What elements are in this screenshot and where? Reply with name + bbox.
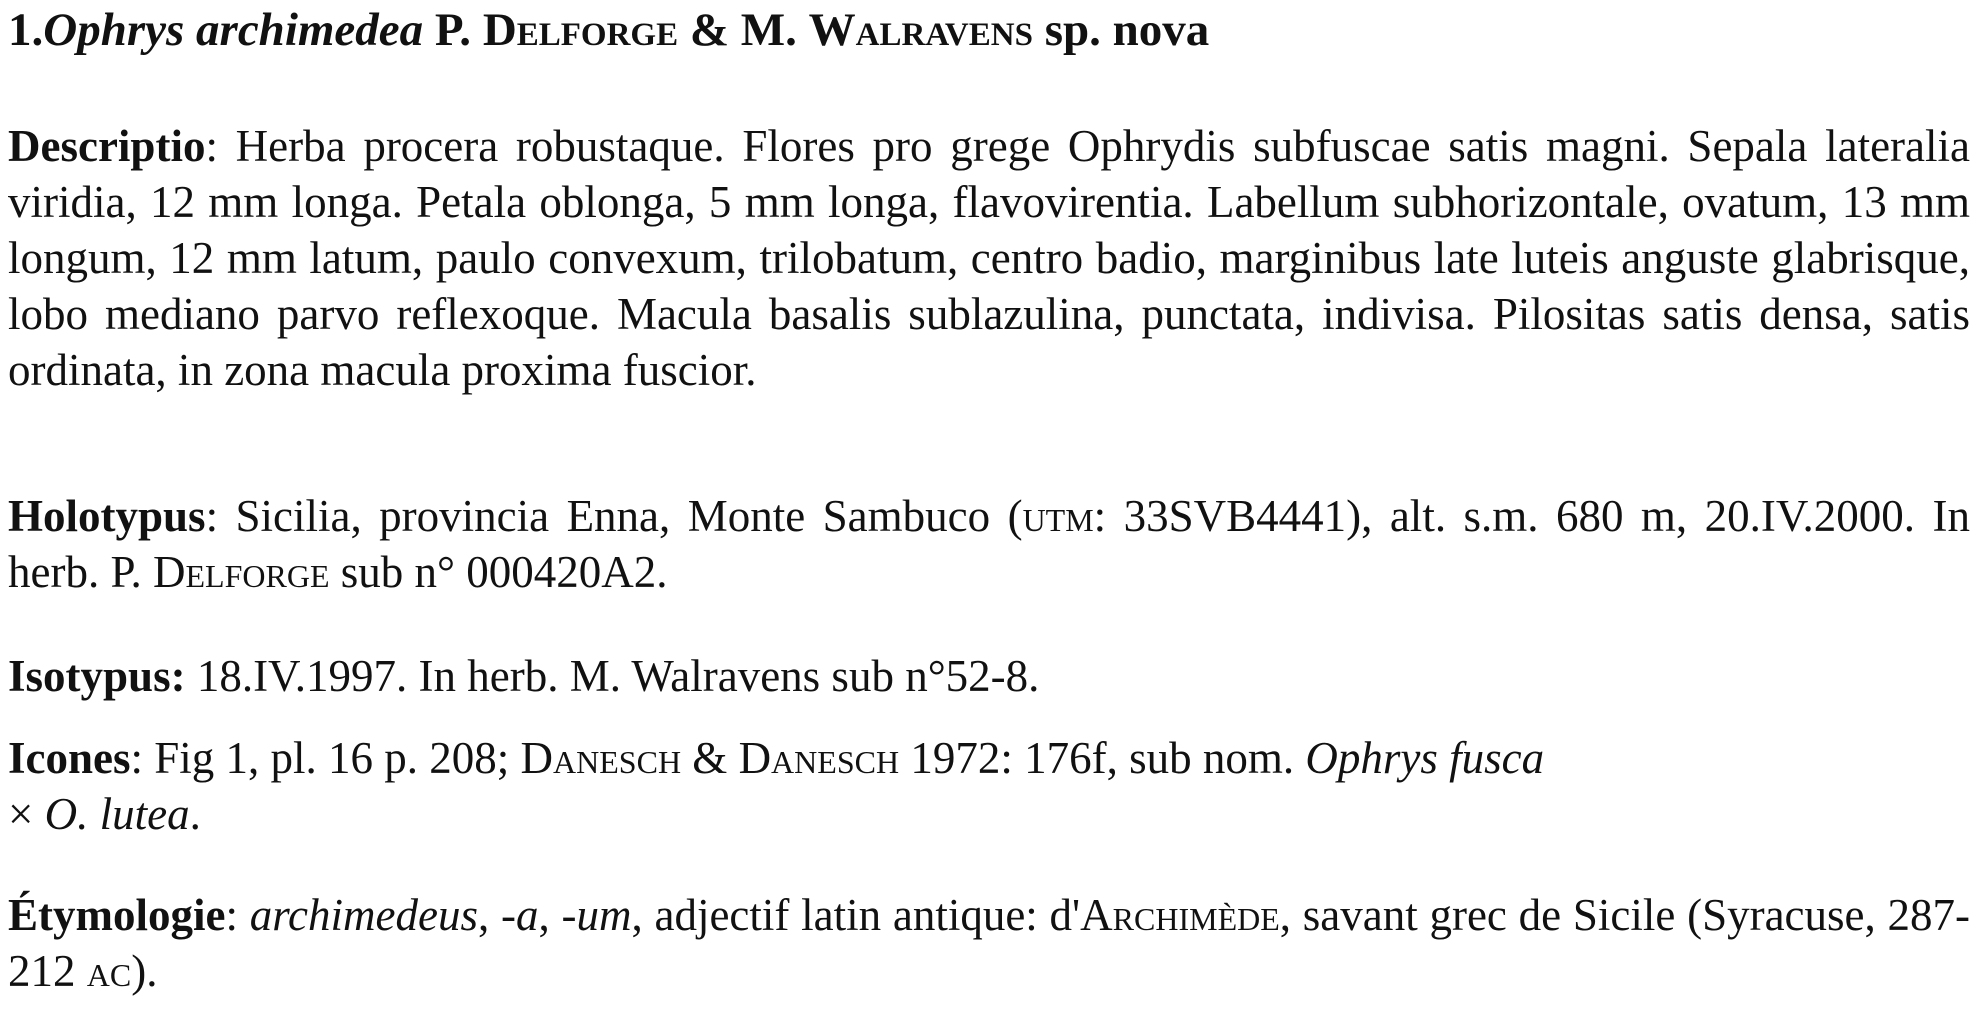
species-heading bbox=[8, 2, 1970, 58]
species-status: sp. nova bbox=[1044, 4, 1210, 56]
icones-text-a: : Fig 1, pl. 16 p. 208; bbox=[130, 733, 521, 783]
etymologie-era: ac bbox=[86, 946, 132, 996]
icones-paragraph bbox=[8, 730, 1970, 842]
etymologie-text-a: : bbox=[225, 890, 250, 940]
holotypus-text-b: : 33SVB4441), alt. s.m. 680 m, 20.IV.2000. In herb. P. bbox=[8, 491, 1970, 597]
author2-initial: M. bbox=[740, 4, 797, 56]
descriptio-label: Descriptio bbox=[8, 121, 206, 171]
isotypus-paragraph bbox=[8, 648, 1970, 704]
descriptio-text: : Herba procera robustaque. Flores pro grege Ophrydis subfuscae satis magni. Sepala lateralia viridia, 12 mm longa. Petala oblonga, 5 mm longa, flavovirentia. Labellum subhorizontale, ovatum, 13 mm longum, 12 mm latum, paulo convexum, trilobatum, centro badio, marginibus late luteis anguste glabrisque, lobo mediano parvo reflexoque. Macula basalis sublazulina, punctata, indivisa. Pilositas satis densa, satis ordinata, in zona macula proxima fuscior. bbox=[8, 121, 1970, 395]
isotypus-text: 18.IV.1997. In herb. M. Walravens sub n°52-8. bbox=[185, 651, 1040, 701]
holotypus-paragraph bbox=[8, 488, 1970, 600]
holotypus-utm: utm bbox=[1022, 491, 1094, 541]
icones-label: Icones bbox=[8, 733, 131, 783]
icones-name-1: Ophrys fusca bbox=[1305, 733, 1545, 783]
etymologie-sep-1: , bbox=[478, 890, 501, 940]
species-number: 1. bbox=[8, 4, 44, 56]
holotypus-text-c: sub n° 000420A2. bbox=[329, 547, 668, 597]
etymologie-sep-2: , bbox=[538, 890, 562, 940]
etymologie-label: Étymologie bbox=[8, 890, 226, 940]
holotypus-label: Holotypus bbox=[8, 491, 206, 541]
etymologie-text-c: , savant grec de Sicile (Syracuse, 287-212 bbox=[8, 890, 1970, 996]
etymologie-word: archimedeus bbox=[249, 890, 478, 940]
author1-initial: P. bbox=[434, 4, 472, 56]
icones-authors: Danesch & Danesch bbox=[520, 733, 900, 783]
etymologie-text-d: ). bbox=[131, 946, 158, 996]
icones-end: . bbox=[189, 789, 201, 839]
etymologie-suffix-a: -a bbox=[501, 890, 539, 940]
holotypus-herb-name: Delforge bbox=[153, 547, 330, 597]
holotypus-text-a: : Sicilia, provincia Enna, Monte Sambuco ( bbox=[205, 491, 1023, 541]
isotypus-label: Isotypus: bbox=[8, 651, 186, 701]
species-name: Ophrys archimedea bbox=[43, 4, 424, 56]
author2-name: Walravens bbox=[808, 4, 1033, 56]
etymologie-suffix-um: -um bbox=[561, 890, 632, 940]
author1-name: Delforge bbox=[482, 4, 679, 56]
author-ampersand: & bbox=[689, 4, 730, 56]
icones-name-2: O. lutea bbox=[44, 789, 190, 839]
etymologie-person: Archimède bbox=[1080, 890, 1280, 940]
descriptio-paragraph bbox=[8, 118, 1970, 398]
icones-cross: × bbox=[8, 789, 45, 839]
etymologie-paragraph bbox=[8, 887, 1970, 999]
etymologie-text-b: , adjectif latin antique: d' bbox=[631, 890, 1081, 940]
icones-text-b: 1972: 176f, sub nom. bbox=[899, 733, 1306, 783]
